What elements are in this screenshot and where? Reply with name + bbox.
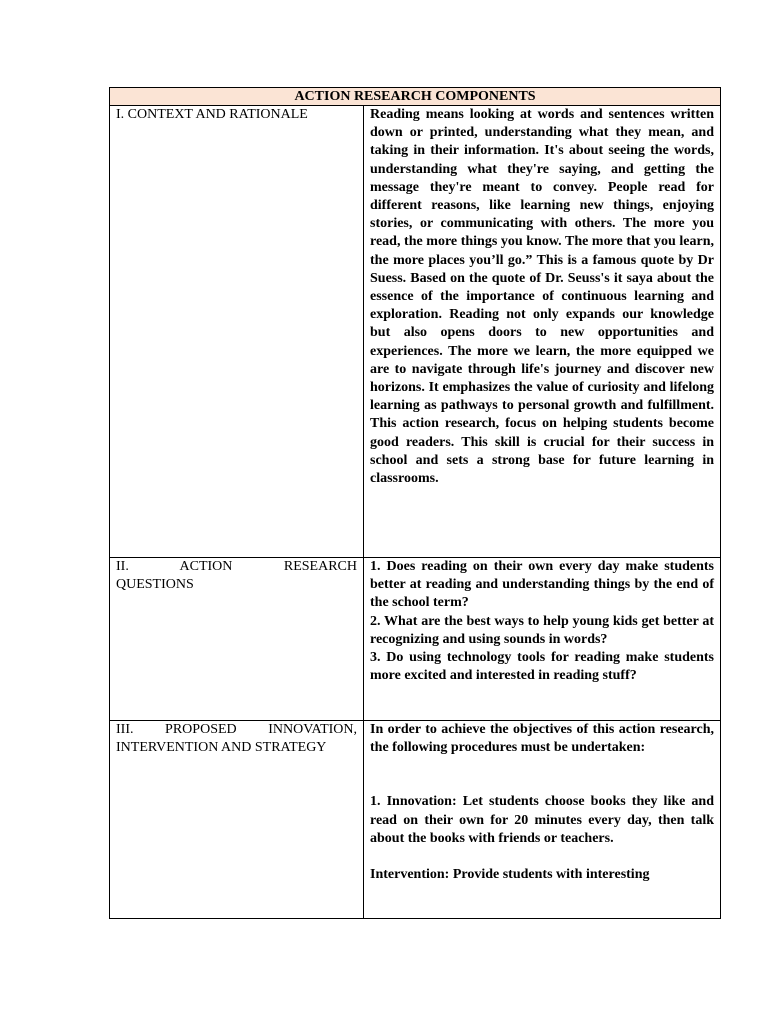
row-label-line: QUESTIONS [116, 577, 194, 592]
row-label-innovation [110, 721, 364, 919]
row-label-line: II. ACTION RESEARCH [116, 559, 357, 574]
intervention-item: Intervention: Provide students with interesting [370, 867, 650, 883]
row-content-questions [364, 558, 721, 721]
row-content-context [364, 106, 721, 558]
question-item: 2. What are the best ways to help young kids get better at recognizing and using sounds in words? [370, 613, 715, 647]
action-research-table [109, 87, 721, 919]
row-label-context: I. CONTEXT AND RATIONALE [110, 106, 364, 558]
blank-space [370, 848, 714, 866]
question-item: 3. Do using technology tools for reading make students more excited and interested in reading stuff? [370, 650, 715, 684]
innovation-content-wrapper [370, 721, 714, 917]
innovation-intro: In order to achieve the objectives of this action research, the following procedures must be undertaken: [370, 722, 715, 756]
question-item: 1. Does reading on their own every day make students better at reading and understanding things by the end of the school term? [370, 559, 715, 611]
table-header: ACTION RESEARCH COMPONENTS [110, 88, 721, 106]
table-header-row [110, 88, 721, 106]
context-paragraph: Reading means looking at words and sentences written down or printed, understanding what they mean, and taking in their information. It's about seeing the words, understanding what they're saying, and getting the message they're meant to convey. People read for different reasons, like learning new things, enjoying stories, or communicating with others. The more you read, the more things you know. The more that you learn, the more places you’ll go.” This is a famous quote by Dr Suess. Based on the quote of Dr. Seuss's it saya about the essence of the importance of continuous learning and exploration. Reading not only expands our knowledge but also opens doors to new opportunities and experiences. The more we learn, the more equipped we are to navigate through life's journey and discover new horizons. It emphasizes the value of curiosity and lifelong learning as pathways to personal growth and fulfillment. This action research, focus on helping students become good readers. This skill is crucial for their success in school and sets a strong base for future learning in classrooms. [370, 107, 715, 487]
row-content-innovation [364, 721, 721, 919]
row-label-questions [110, 558, 364, 721]
table-row [110, 558, 721, 721]
blank-space [370, 757, 714, 793]
table-row [110, 106, 721, 558]
table-row [110, 721, 721, 919]
row-label-line: INTERVENTION AND STRATEGY [116, 740, 327, 755]
row-label-line: III. PROPOSED INNOVATION, [116, 722, 357, 737]
innovation-item: 1. Innovation: Let students choose books they like and read on their own for 20 minutes every day, then talk about the books with friends or teachers. [370, 794, 715, 846]
